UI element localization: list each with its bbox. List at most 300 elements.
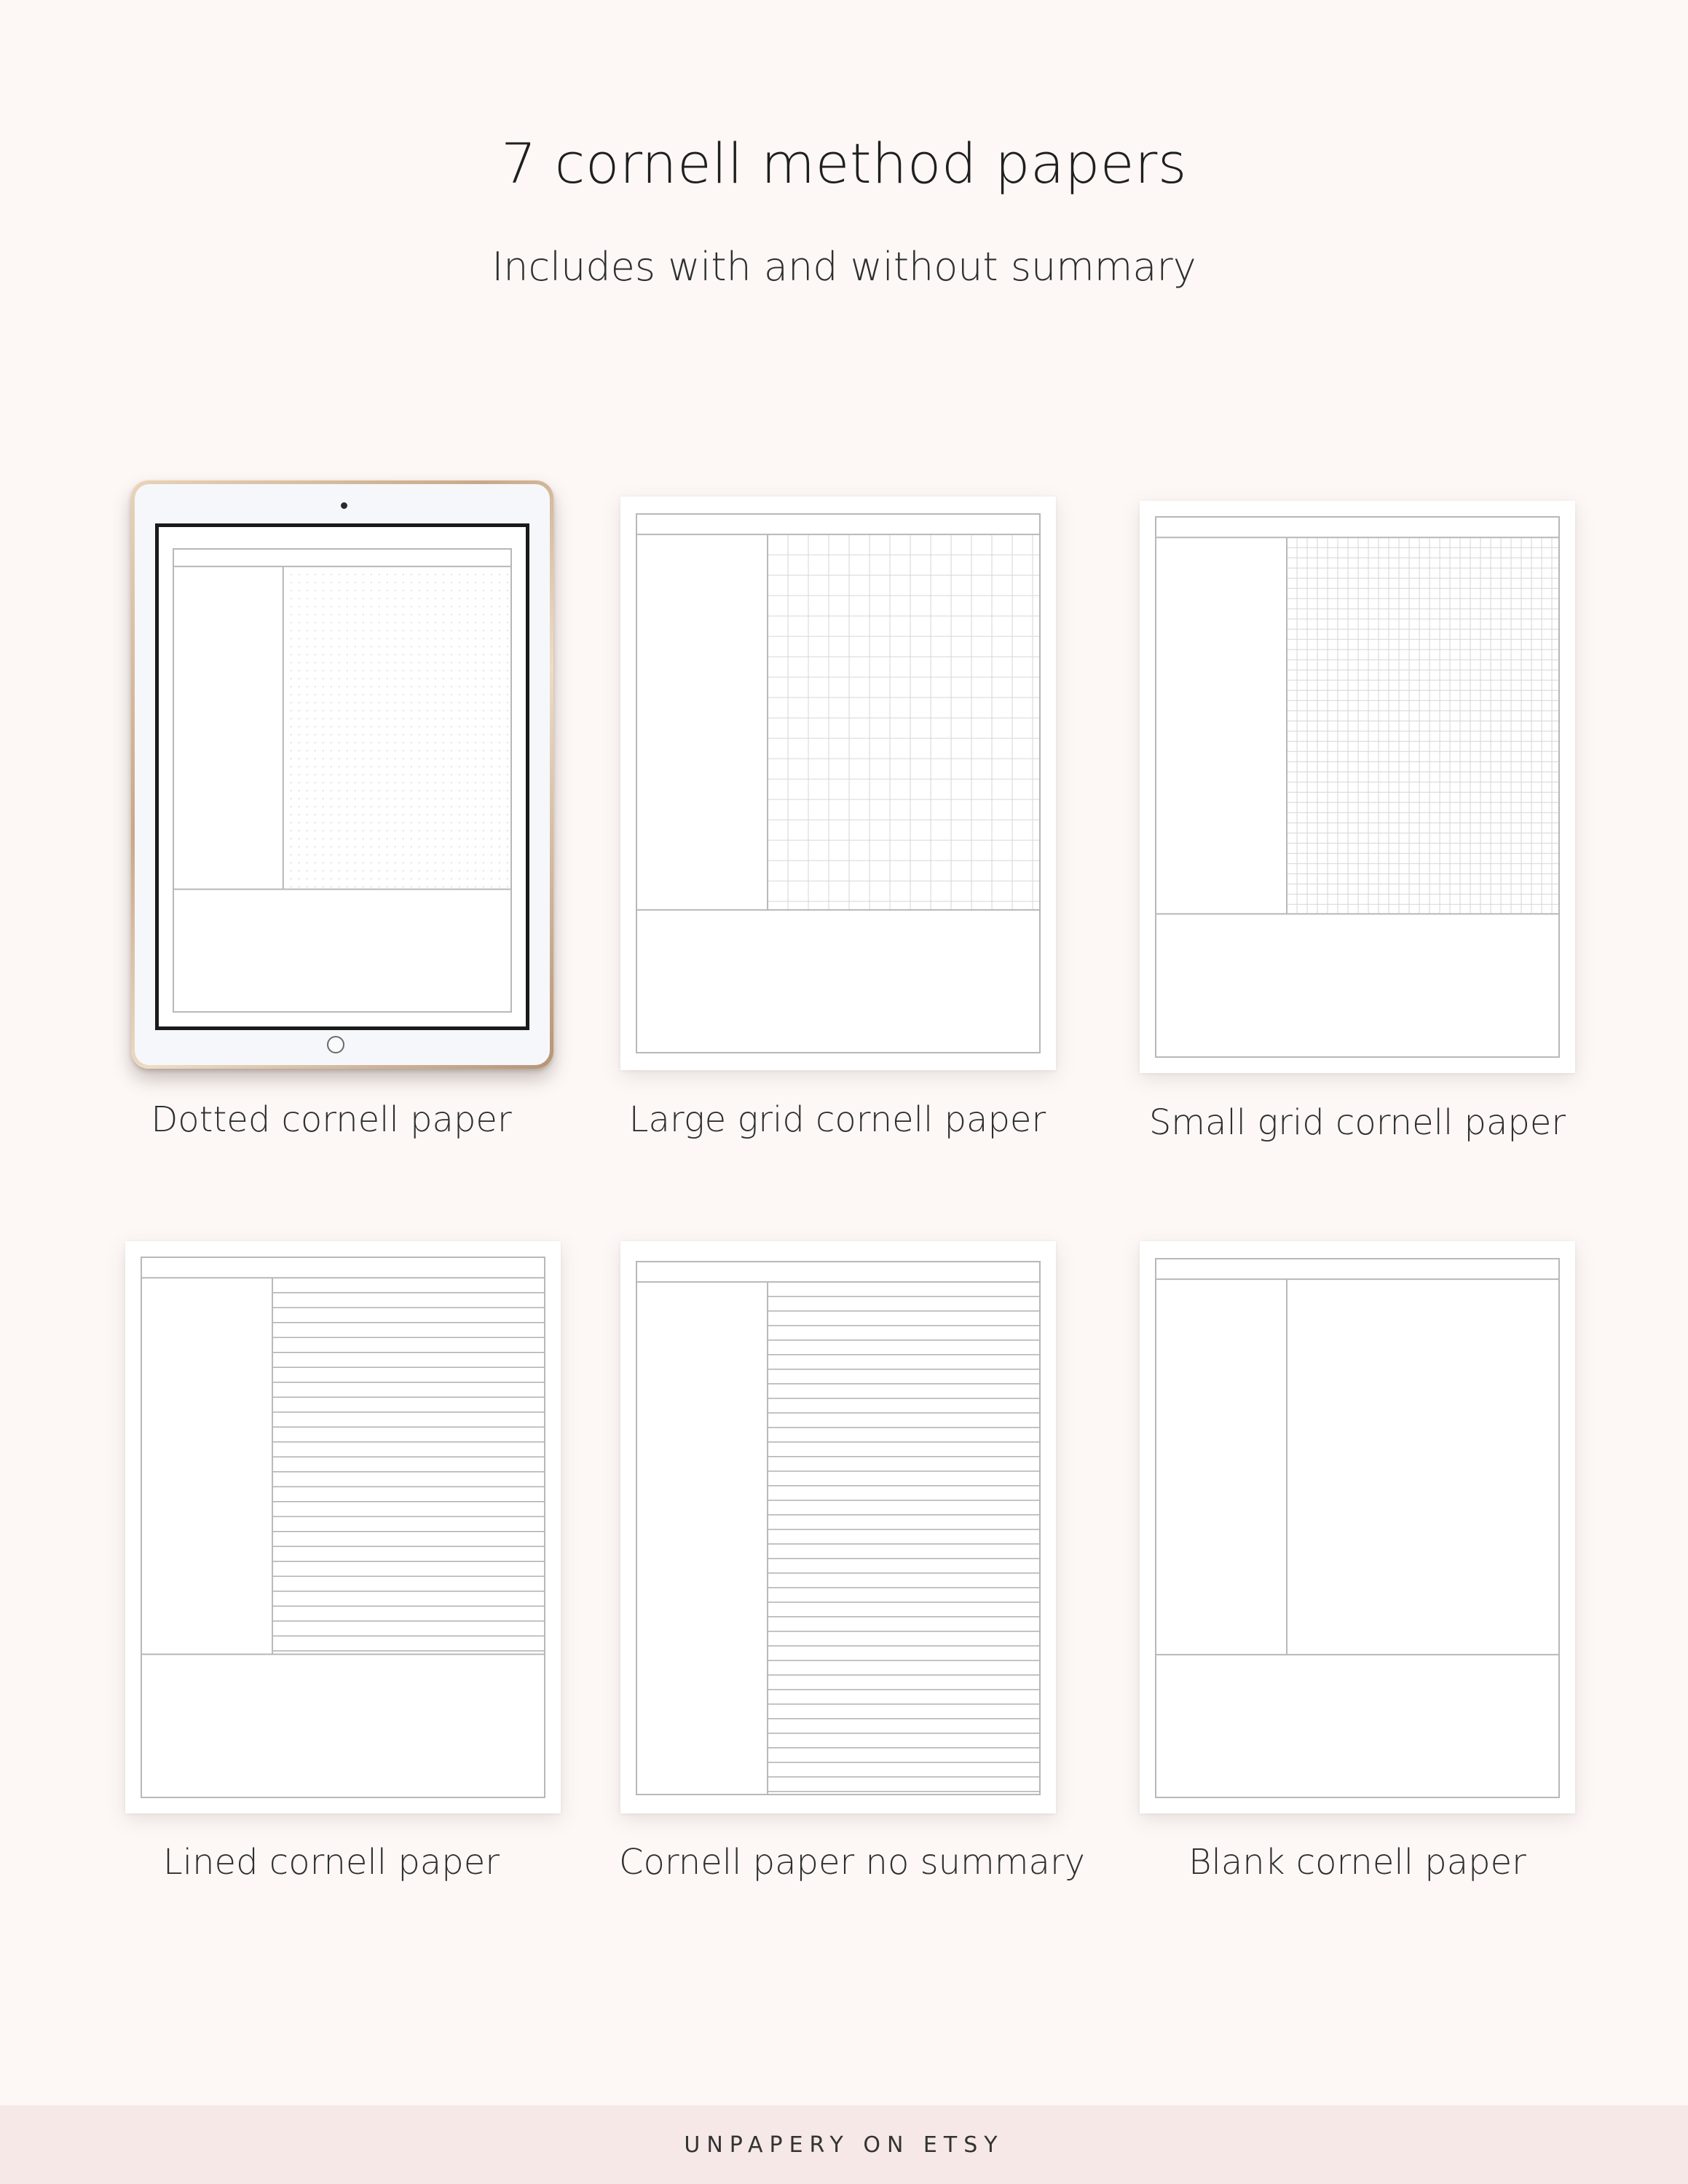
dot (443, 654, 444, 655)
dot (299, 710, 300, 711)
dot (355, 862, 356, 863)
dot (467, 718, 468, 719)
dot (355, 710, 356, 711)
dot (371, 806, 372, 807)
dot (419, 606, 420, 607)
dot (491, 806, 492, 807)
dot (403, 710, 404, 711)
dot (427, 670, 428, 671)
dot (419, 662, 420, 663)
dot (395, 638, 396, 639)
dot (443, 782, 444, 783)
dot (507, 598, 508, 599)
dot (499, 574, 500, 575)
dot (315, 574, 316, 575)
dot (443, 598, 444, 599)
dot (459, 886, 460, 887)
dot (347, 590, 348, 591)
dot (355, 886, 356, 887)
tablet-screen (155, 523, 529, 1030)
dot (411, 742, 412, 743)
dot (371, 830, 372, 831)
paper-preview-lined (125, 1241, 561, 1813)
dot (427, 582, 428, 583)
dot (507, 686, 508, 687)
dot (339, 694, 340, 695)
dot (403, 726, 404, 727)
dot (363, 702, 364, 703)
footer-brand-link[interactable]: UNPAPERY ON ETSY (684, 2132, 1004, 2158)
dot (323, 726, 324, 727)
dot (347, 734, 348, 735)
dot (491, 830, 492, 831)
dot (419, 686, 420, 687)
dot (355, 654, 356, 655)
dot (507, 734, 508, 735)
dot (499, 702, 500, 703)
dot (507, 830, 508, 831)
dot (315, 862, 316, 863)
dot (387, 606, 388, 607)
dot (315, 822, 316, 823)
dot (323, 846, 324, 847)
dot (339, 774, 340, 775)
dot (443, 678, 444, 679)
dot (427, 654, 428, 655)
dot (307, 598, 308, 599)
dot (443, 630, 444, 631)
dot (299, 846, 300, 847)
paper-sheet (620, 496, 1056, 1070)
dot (395, 782, 396, 783)
dot (299, 726, 300, 727)
dot (411, 846, 412, 847)
dot (499, 646, 500, 647)
dot (435, 862, 436, 863)
dot (483, 742, 484, 743)
dot (323, 702, 324, 703)
dot (307, 694, 308, 695)
dot (419, 774, 420, 775)
dot (371, 750, 372, 751)
dot (387, 862, 388, 863)
dot (299, 678, 300, 679)
dot (483, 790, 484, 791)
dot (387, 582, 388, 583)
dot (459, 758, 460, 759)
dot (315, 606, 316, 607)
dot (403, 774, 404, 775)
dot (339, 678, 340, 679)
dot (459, 630, 460, 631)
dot (331, 686, 332, 687)
dot (427, 782, 428, 783)
dot (347, 694, 348, 695)
dot (467, 622, 468, 623)
dot (307, 742, 308, 743)
dot (419, 870, 420, 871)
page-title: 7 cornell method papers (501, 131, 1187, 196)
paper-label: Blank cornell paper (1188, 1842, 1526, 1883)
dot (387, 726, 388, 727)
dot (395, 742, 396, 743)
dot (483, 614, 484, 615)
dot (307, 614, 308, 615)
dot (419, 734, 420, 735)
dot (507, 758, 508, 759)
dot (387, 734, 388, 735)
dot (451, 622, 452, 623)
dot (291, 774, 292, 775)
dot (483, 606, 484, 607)
dot (371, 702, 372, 703)
dot (315, 670, 316, 671)
dot (315, 798, 316, 799)
dot (411, 758, 412, 759)
dot (291, 822, 292, 823)
dot (323, 854, 324, 855)
dot (411, 822, 412, 823)
dot (323, 590, 324, 591)
dot (323, 790, 324, 791)
dot (387, 750, 388, 751)
dot (347, 862, 348, 863)
dot (467, 774, 468, 775)
dot (403, 854, 404, 855)
dot (507, 798, 508, 799)
dot (435, 654, 436, 655)
dot (299, 614, 300, 615)
dot (315, 702, 316, 703)
dot (371, 734, 372, 735)
dot (443, 814, 444, 815)
paper-label: Large grid cornell paper (628, 1099, 1046, 1140)
dot (491, 854, 492, 855)
dot (427, 622, 428, 623)
dot (451, 798, 452, 799)
dot (507, 854, 508, 855)
dot (379, 846, 380, 847)
dot (331, 814, 332, 815)
dot (411, 606, 412, 607)
dot (355, 846, 356, 847)
dot (299, 590, 300, 591)
dot (443, 846, 444, 847)
dot (475, 638, 476, 639)
dot (355, 646, 356, 647)
paper-preview-small-grid (1140, 501, 1575, 1073)
dot (411, 638, 412, 639)
dot (499, 742, 500, 743)
dot (339, 670, 340, 671)
dot (371, 694, 372, 695)
dot (475, 878, 476, 879)
dot (483, 878, 484, 879)
dot (323, 670, 324, 671)
dot (419, 694, 420, 695)
dot (299, 862, 300, 863)
dot (507, 750, 508, 751)
dot (387, 686, 388, 687)
dot (451, 726, 452, 727)
dot (419, 638, 420, 639)
dot (491, 574, 492, 575)
dot (443, 702, 444, 703)
dot (347, 718, 348, 719)
dot (403, 806, 404, 807)
dot (427, 750, 428, 751)
dot (459, 814, 460, 815)
dot (355, 662, 356, 663)
dot (499, 758, 500, 759)
dot (483, 886, 484, 887)
dot (427, 694, 428, 695)
dot (475, 854, 476, 855)
dot (507, 574, 508, 575)
dot (339, 750, 340, 751)
dot (507, 702, 508, 703)
dot (451, 582, 452, 583)
dot (427, 742, 428, 743)
dot (483, 598, 484, 599)
dot (403, 654, 404, 655)
dot (379, 830, 380, 831)
dot (491, 878, 492, 879)
dot (419, 582, 420, 583)
dot (371, 614, 372, 615)
dot (291, 678, 292, 679)
dot (435, 646, 436, 647)
dot (419, 614, 420, 615)
dot (451, 598, 452, 599)
dot (307, 734, 308, 735)
dot (483, 590, 484, 591)
dot (411, 798, 412, 799)
dot (371, 766, 372, 767)
dot (347, 750, 348, 751)
dot (451, 806, 452, 807)
dot (467, 590, 468, 591)
dot (395, 646, 396, 647)
dot (299, 622, 300, 623)
dot (299, 574, 300, 575)
dot (355, 670, 356, 671)
dot (411, 614, 412, 615)
dot (331, 702, 332, 703)
dot (427, 638, 428, 639)
dot (475, 574, 476, 575)
dot (403, 678, 404, 679)
dot (507, 694, 508, 695)
dot (355, 878, 356, 879)
dot (499, 678, 500, 679)
dot (347, 854, 348, 855)
dot (475, 582, 476, 583)
dot (379, 870, 380, 871)
dot (307, 662, 308, 663)
dot (379, 670, 380, 671)
dot (467, 678, 468, 679)
dot (339, 854, 340, 855)
dot (507, 614, 508, 615)
dot (459, 654, 460, 655)
dot (339, 662, 340, 663)
dot (459, 878, 460, 879)
dot (379, 814, 380, 815)
dot (467, 702, 468, 703)
dot (435, 790, 436, 791)
dot (347, 806, 348, 807)
dot (467, 766, 468, 767)
tablet-bezel (135, 484, 550, 1065)
dot (427, 830, 428, 831)
dot (411, 710, 412, 711)
dot (443, 710, 444, 711)
dot (427, 766, 428, 767)
dot (483, 734, 484, 735)
dot (403, 758, 404, 759)
dot (467, 830, 468, 831)
dot (315, 758, 316, 759)
dot (419, 846, 420, 847)
dot (411, 790, 412, 791)
dot (347, 606, 348, 607)
dot (363, 710, 364, 711)
dot (411, 766, 412, 767)
dot (475, 654, 476, 655)
dot (307, 622, 308, 623)
dot (387, 646, 388, 647)
dot (387, 694, 388, 695)
dot (427, 702, 428, 703)
dot (347, 702, 348, 703)
dot (491, 686, 492, 687)
dot (355, 606, 356, 607)
dot (299, 878, 300, 879)
dot (411, 654, 412, 655)
dot (291, 702, 292, 703)
dot (443, 582, 444, 583)
dot (475, 862, 476, 863)
dot (451, 822, 452, 823)
dot (435, 870, 436, 871)
dot (307, 854, 308, 855)
dot (403, 862, 404, 863)
dot (339, 838, 340, 839)
dot (371, 878, 372, 879)
dot (419, 822, 420, 823)
dot (347, 574, 348, 575)
dot (475, 702, 476, 703)
dot (443, 862, 444, 863)
dot (483, 806, 484, 807)
dot (387, 790, 388, 791)
dot (363, 774, 364, 775)
dot (491, 718, 492, 719)
dot (339, 758, 340, 759)
dot (363, 614, 364, 615)
dot (499, 622, 500, 623)
dot (499, 830, 500, 831)
dot (355, 822, 356, 823)
dot (459, 582, 460, 583)
dot (427, 606, 428, 607)
dot (467, 574, 468, 575)
dot (403, 662, 404, 663)
dot (483, 854, 484, 855)
dot (315, 630, 316, 631)
dot (315, 590, 316, 591)
dot (403, 574, 404, 575)
dot (387, 614, 388, 615)
dot (443, 670, 444, 671)
dot (347, 774, 348, 775)
dot (459, 806, 460, 807)
dot (379, 702, 380, 703)
dot (387, 846, 388, 847)
dot (363, 798, 364, 799)
dot (419, 886, 420, 887)
dot (419, 726, 420, 727)
dot (323, 718, 324, 719)
dot (443, 742, 444, 743)
dot (451, 646, 452, 647)
dot (315, 662, 316, 663)
dot (467, 886, 468, 887)
dot (315, 678, 316, 679)
dot (363, 694, 364, 695)
dot (427, 806, 428, 807)
dot (395, 758, 396, 759)
dot (507, 638, 508, 639)
dot (355, 854, 356, 855)
dot (291, 694, 292, 695)
dot (435, 630, 436, 631)
dot (467, 598, 468, 599)
dot (291, 862, 292, 863)
dot (323, 734, 324, 735)
dot (379, 798, 380, 799)
dot (371, 782, 372, 783)
dot (475, 662, 476, 663)
dot (363, 838, 364, 839)
dot (363, 870, 364, 871)
dot (467, 630, 468, 631)
dot (299, 694, 300, 695)
dot (323, 662, 324, 663)
dot (467, 726, 468, 727)
dot (435, 662, 436, 663)
dot (307, 878, 308, 879)
dot (299, 758, 300, 759)
dot (491, 606, 492, 607)
dot (451, 710, 452, 711)
dot (507, 718, 508, 719)
dot (491, 646, 492, 647)
dot (435, 822, 436, 823)
dot (475, 758, 476, 759)
dot (411, 718, 412, 719)
dot (427, 598, 428, 599)
dot (395, 710, 396, 711)
dot (379, 838, 380, 839)
dot (371, 790, 372, 791)
dot (411, 782, 412, 783)
dot (475, 614, 476, 615)
dot (315, 838, 316, 839)
dot (491, 798, 492, 799)
dot (395, 670, 396, 671)
